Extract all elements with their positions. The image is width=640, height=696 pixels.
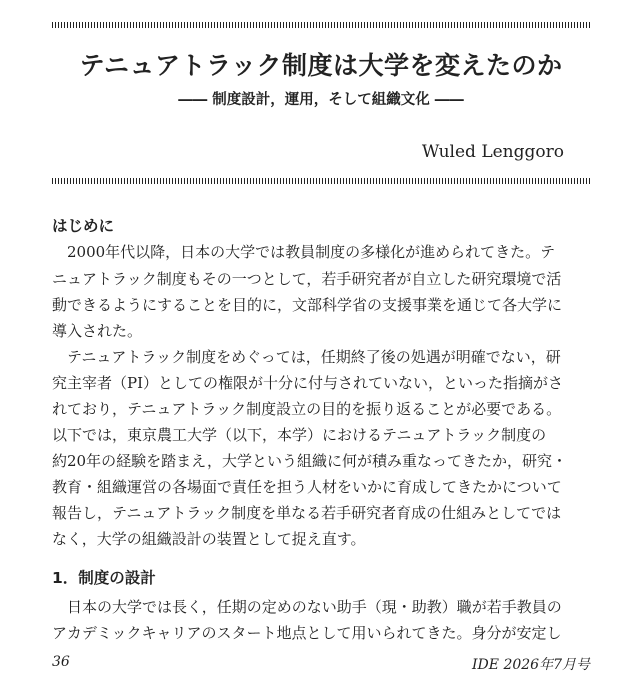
intro-line-7: れており，テニュアトラック制度設立の目的を振り返ることが必要である。 bbox=[52, 400, 562, 418]
intro-line-6: 究主宰者（PI）としての権限が十分に付与されていない，といった指摘がさ bbox=[52, 374, 564, 392]
article-title: テニュアトラック制度は大学を変えたのか bbox=[79, 51, 563, 80]
intro-line-4: 導入された。 bbox=[52, 322, 143, 340]
intro-line-10: 教育・組織運営の各場面で責任を担う人材をいかに育成してきたかについて bbox=[52, 478, 562, 496]
top-dotted-rule bbox=[52, 22, 590, 28]
author-name: Wuled Lenggoro bbox=[421, 142, 564, 162]
intro-line-12: なく，大学の組織設計の装置として捉え直す。 bbox=[52, 530, 366, 548]
section1-line-2: アカデミックキャリアのスタート地点として用いられてきた。身分が安定し bbox=[52, 624, 562, 642]
intro-line-2: ニュアトラック制度もその一つとして，若手研究者が自立した研究環境で活 bbox=[52, 270, 562, 288]
page-number: 36 bbox=[52, 654, 70, 670]
intro-line-5: テニュアトラック制度をめぐっては，任期終了後の処遇が明確でない，研 bbox=[67, 348, 561, 366]
intro-line-1: 2000年代以降，日本の大学では教員制度の多様化が進められてきた。テ bbox=[67, 243, 556, 261]
section1-line-1: 日本の大学では長く，任期の定めのない助手（現・助教）職が若手教員の bbox=[67, 598, 562, 616]
section-heading-intro: はじめに bbox=[52, 217, 115, 235]
header-dotted-rule bbox=[52, 178, 590, 184]
journal-issue: IDE 2026年7月号 bbox=[472, 657, 590, 673]
intro-line-11: 報告し，テニュアトラック制度を単なる若手研究者育成の仕組みとしてでは bbox=[52, 504, 562, 522]
intro-line-3: 動できるようにすることを目的に，文部科学省の支援事業を通じて各大学に bbox=[52, 296, 563, 314]
intro-line-8: 以下では，東京農工大学（以下，本学）におけるテニュアトラック制度の bbox=[52, 426, 547, 444]
article-subtitle: ―― 制度設計，運用，そして組織文化 ―― bbox=[178, 92, 464, 108]
intro-line-9: 約20年の経験を踏まえ，大学という組織に何が積み重なってきたか，研究・ bbox=[52, 452, 567, 470]
section-heading-design: 1．制度の設計 bbox=[52, 569, 156, 587]
